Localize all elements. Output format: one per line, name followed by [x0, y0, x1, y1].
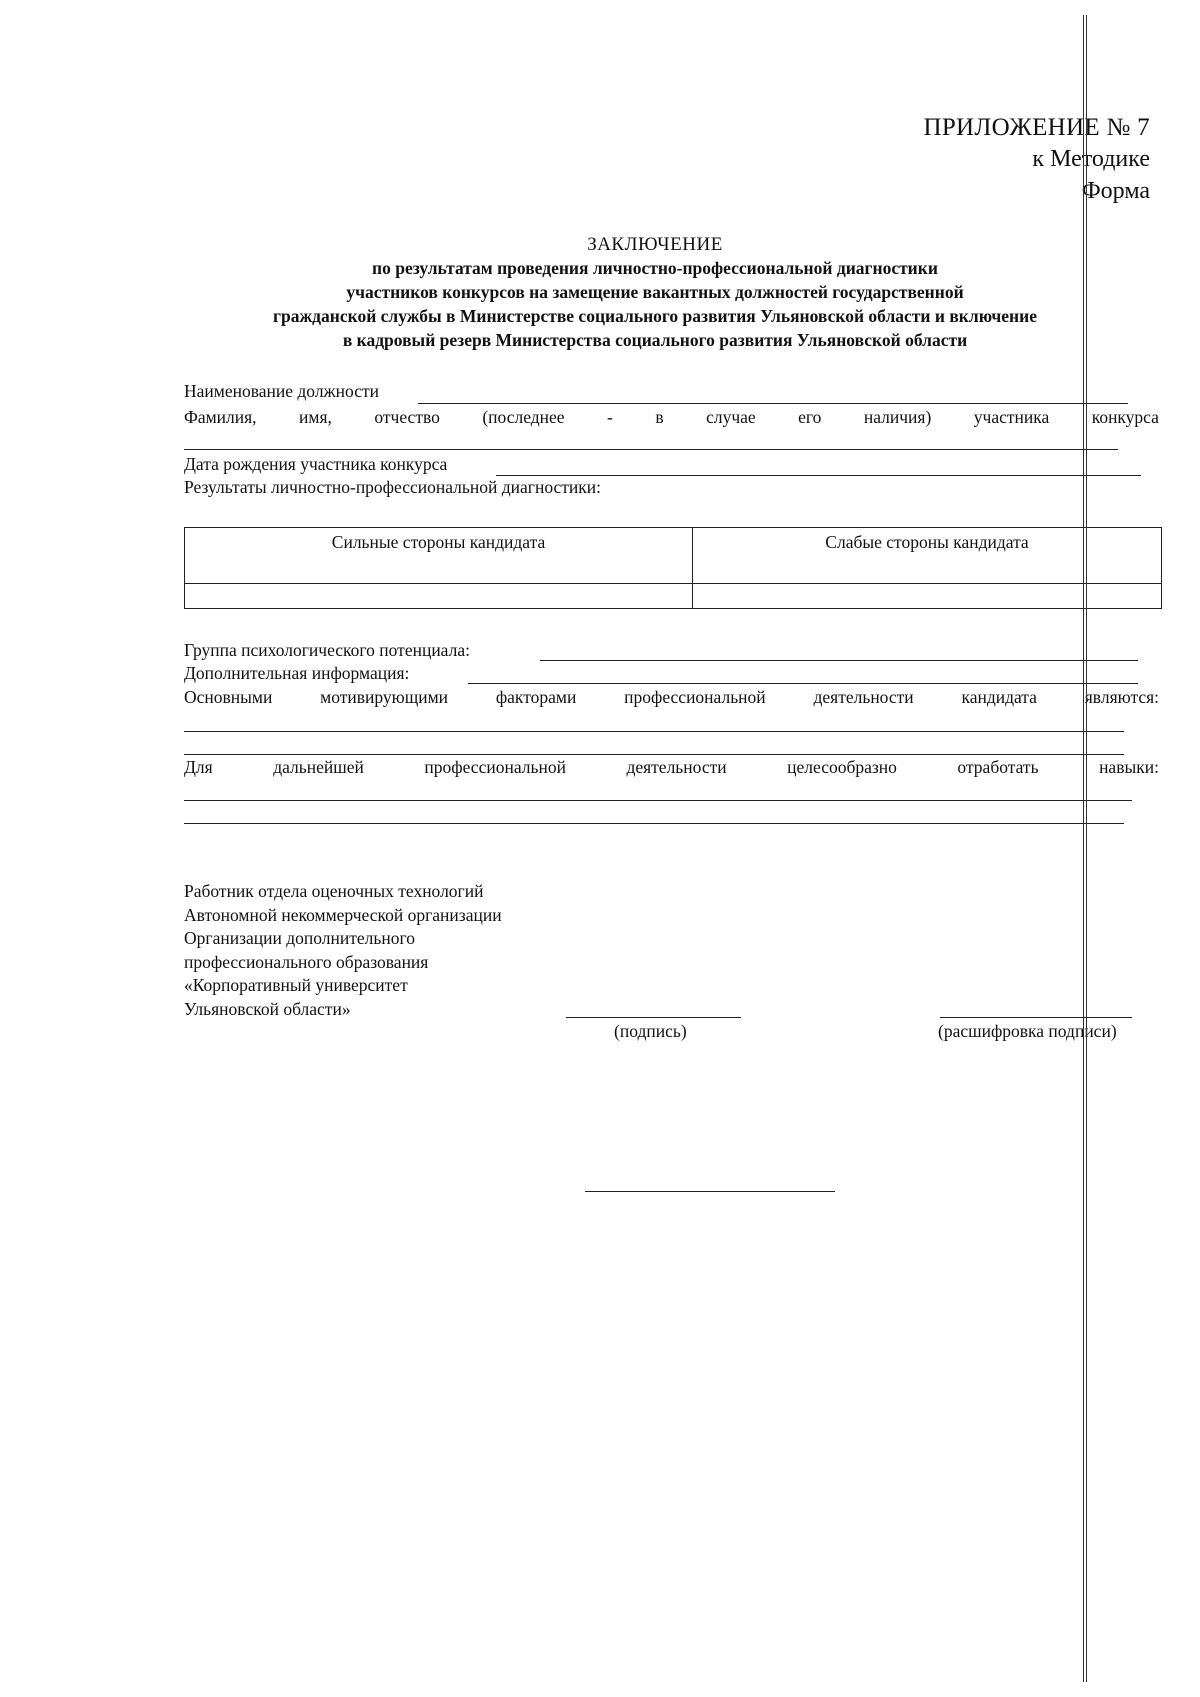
- motivation-word: мотивирующими: [320, 687, 449, 707]
- full-name-word: Фамилия,: [184, 407, 257, 427]
- signature-decode-caption: (расшифровка подписи): [938, 1021, 1117, 1041]
- motivation-word: являются:: [1084, 687, 1159, 707]
- birth-date-label: Дата рождения участника конкурса: [184, 454, 448, 474]
- weak-sides-header: Слабые стороны кандидата: [693, 528, 1162, 584]
- skills-word: профессиональной: [424, 757, 566, 777]
- position-field-line: [418, 403, 1128, 404]
- group-label: Группа психологического потенциала:: [184, 640, 470, 660]
- full-name-label: [184, 407, 1159, 428]
- motivation-field-line: [184, 754, 1124, 755]
- full-name-word: в: [655, 407, 664, 427]
- position-label: Наименование должности: [184, 381, 379, 401]
- additional-info-field-line: [468, 683, 1138, 684]
- document-title: ЗАКЛЮЧЕНИЕ: [587, 234, 723, 255]
- skills-word: деятельности: [626, 757, 727, 777]
- motivation-field-line: [184, 731, 1124, 732]
- full-name-word: отчество: [374, 407, 440, 427]
- strong-sides-header: Сильные стороны кандидата: [185, 528, 693, 584]
- scan-artifact-line: [1086, 15, 1087, 1682]
- strong-sides-cell[interactable]: [185, 584, 693, 609]
- full-name-word: его: [798, 407, 822, 427]
- signatory-block: [184, 880, 502, 1021]
- results-label: Результаты личностно-профессиональной диагностики:: [184, 477, 602, 497]
- skills-word: навыки:: [1099, 757, 1159, 777]
- signature-caption: (подпись): [614, 1021, 687, 1041]
- full-name-word: конкурса: [1091, 407, 1159, 427]
- full-name-word: участника: [973, 407, 1050, 427]
- motivation-word: факторами: [495, 687, 577, 707]
- additional-info-label: Дополнительная информация:: [184, 663, 410, 683]
- signature-decode-line: [940, 1017, 1132, 1018]
- scan-artifact-line: [1083, 15, 1084, 1682]
- full-name-word: наличия): [863, 407, 932, 427]
- signatory-line: Автономной некоммерческой организации: [184, 904, 502, 925]
- skills-label: [184, 757, 1159, 778]
- signatory-line: Работник отдела оценочных технологий: [184, 881, 484, 901]
- full-name-field-line: [184, 449, 1118, 450]
- skills-field-line: [184, 823, 1124, 824]
- appendix-reference: к Методике: [1032, 146, 1150, 172]
- subtitle-line: гражданской службы в Министерстве социального развития Ульяновской области и включение: [273, 306, 1037, 326]
- skills-word: отработать: [957, 757, 1039, 777]
- signatory-line: Организации дополнительного: [184, 928, 415, 948]
- signatory-line: «Корпоративный университет: [184, 975, 408, 995]
- skills-word: дальнейшей: [273, 757, 364, 777]
- form-label: Форма: [1081, 178, 1150, 204]
- closing-separator-line: [585, 1191, 835, 1192]
- group-field-line: [540, 660, 1138, 661]
- full-name-word: -: [607, 407, 613, 427]
- subtitle-line: в кадровый резерв Министерства социального развития Ульяновской области: [342, 330, 968, 350]
- results-table: [184, 527, 1162, 609]
- subtitle-line: участников конкурсов на замещение вакантных должностей государственной: [346, 282, 964, 302]
- motivation-word: Основными: [184, 687, 273, 707]
- full-name-word: (последнее: [482, 407, 565, 427]
- signatory-line: Ульяновской области»: [184, 998, 351, 1019]
- signature-line: [566, 1017, 741, 1018]
- weak-sides-cell[interactable]: [693, 584, 1162, 609]
- appendix-number: ПРИЛОЖЕНИЕ № 7: [923, 114, 1150, 141]
- signatory-line: профессионального образования: [184, 951, 429, 972]
- motivation-word: кандидата: [961, 687, 1037, 707]
- full-name-word: случае: [706, 407, 756, 427]
- birth-date-field-line: [496, 475, 1141, 476]
- skills-field-line: [184, 800, 1132, 801]
- skills-word: целесообразно: [787, 757, 897, 777]
- full-name-word: имя,: [299, 407, 332, 427]
- skills-word: Для: [184, 757, 213, 777]
- subtitle-line: по результатам проведения личностно-профессиональной диагностики: [372, 258, 938, 278]
- document-title-block: [150, 234, 1160, 352]
- motivation-word: профессиональной: [624, 687, 766, 707]
- motivation-label: [184, 687, 1159, 708]
- motivation-word: деятельности: [813, 687, 914, 707]
